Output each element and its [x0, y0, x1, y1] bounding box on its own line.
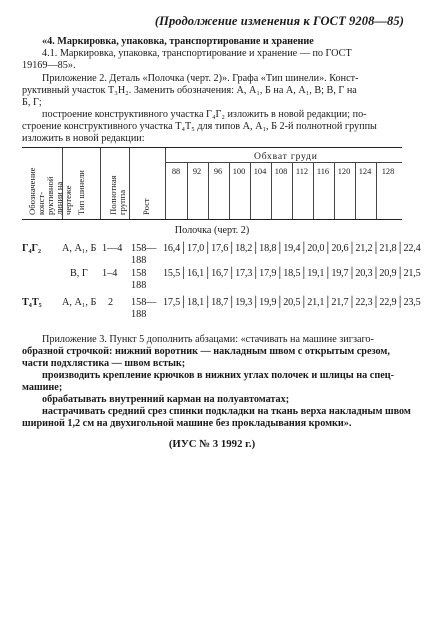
row-1-group: 1—4 [102, 243, 123, 254]
appendix-2-line-1: Приложение 2. Деталь «Полочка (черт. 2)». Графа «Тип шинели». Конст- [42, 73, 359, 84]
row-2-group: 1–4 [102, 268, 118, 279]
row-2-heights: 158 188 [131, 268, 147, 291]
col-header-fullness-group: Полнотная группа [108, 175, 127, 215]
appendix-2-line-2: руктивный участок Т₃Н₂. Заменить обозначения: А, А₁, Б на А, А₁, В; В, Г на [22, 85, 357, 96]
row-2-values: 15,5│16,1│16,7│17,3│17,9│18,5│19,1│19,7│20,3│20,9│21,5 [163, 268, 421, 279]
size-128: 128 [381, 167, 395, 176]
appendix-3-line-6: обрабатывать внутренний карман на полуавтоматах; [42, 394, 290, 405]
col-header-height: Рост [141, 198, 151, 215]
size-124: 124 [358, 167, 372, 176]
col-header-chest-girth: Обхват груди [254, 151, 318, 162]
size-108: 108 [274, 167, 288, 176]
page-header: (Продолжение изменения к ГОСТ 9208—85) [154, 14, 404, 28]
paragraph-4-1-line-1: 4.1. Маркировка, упаковка, транспортирование и хранение — по ГОСТ [42, 48, 352, 59]
footer-ius: (ИУС № 3 1992 г.) [168, 438, 256, 450]
row-3-heights: 158— 188 [131, 297, 157, 320]
paragraph-4-1-line-2: 19169—85». [22, 60, 76, 71]
appendix-3-line-3: части подхлястика — швом встык; [22, 358, 186, 369]
row-3-group: 2 [108, 297, 114, 308]
appendix-3-line-7: настрачивать средний срез спинки подкладки на ткань верха накладным швом [42, 406, 411, 417]
appendix-2-line-3: Б, Г; [22, 97, 42, 108]
appendix-3-line-8: шириной 1,2 см на двухигольной машине без прокладывания кромки». [22, 418, 352, 429]
size-100: 100 [232, 167, 246, 176]
size-88: 88 [171, 167, 181, 176]
construction-line-1: построение конструктивного участка Г₄Г₂ изложить в новой редакции; по- [42, 109, 367, 120]
appendix-3-line-5: машине; [22, 382, 63, 393]
row-2-type: В, Г [70, 268, 88, 279]
size-104: 104 [253, 167, 267, 176]
row-1-heights: 158— 188 [131, 243, 157, 266]
appendix-3-line-1: Приложение 3. Пункт 5 дополнить абзацами: «стачивать на машине зигзаго- [42, 334, 374, 345]
row-3-type: А, А₁, Б [62, 297, 97, 308]
row-1-type: А, А₁, Б [62, 243, 97, 254]
appendix-3-line-2: образной строчкой: нижний воротник — накладным швом с открытым срезом, [22, 346, 390, 357]
construction-line-2: строение конструктивного участка Т₄Т₅ для типов А, А₁, Б 2-й полнотной группы [22, 121, 377, 132]
size-112: 112 [295, 167, 309, 176]
table-caption: Полочка (черт. 2) [174, 225, 250, 236]
row-3-values: 17,5│18,1│18,7│19,3│19,9│20,5│21,1│21,7│22,3│22,9│23,5 [163, 297, 421, 308]
row-3-line: Т₄Т₅ [22, 297, 42, 308]
construction-line-3: изложить в новой редакции: [22, 133, 145, 144]
row-1-values: 16,4│17,0│17,6│18,2│18,8│19,4│20,0│20,6│21,2│21,8│22,4 [163, 243, 421, 254]
size-120: 120 [337, 167, 351, 176]
section-title: «4. Маркировка, упаковка, транспортирование и хранение [42, 36, 314, 47]
sizes-table-header [22, 147, 402, 220]
size-96: 96 [213, 167, 223, 176]
col-header-line-designation: Обозначение конст- руктивной линии на чертеже [27, 167, 73, 215]
size-92: 92 [192, 167, 202, 176]
row-1-line: Г₄Г₂ [22, 243, 42, 254]
appendix-3-line-4: производить крепление крючков в нижних углах полочек и шлицы на спец- [42, 370, 394, 381]
col-header-coat-type: Тип шинели [76, 170, 86, 215]
size-116: 116 [316, 167, 330, 176]
